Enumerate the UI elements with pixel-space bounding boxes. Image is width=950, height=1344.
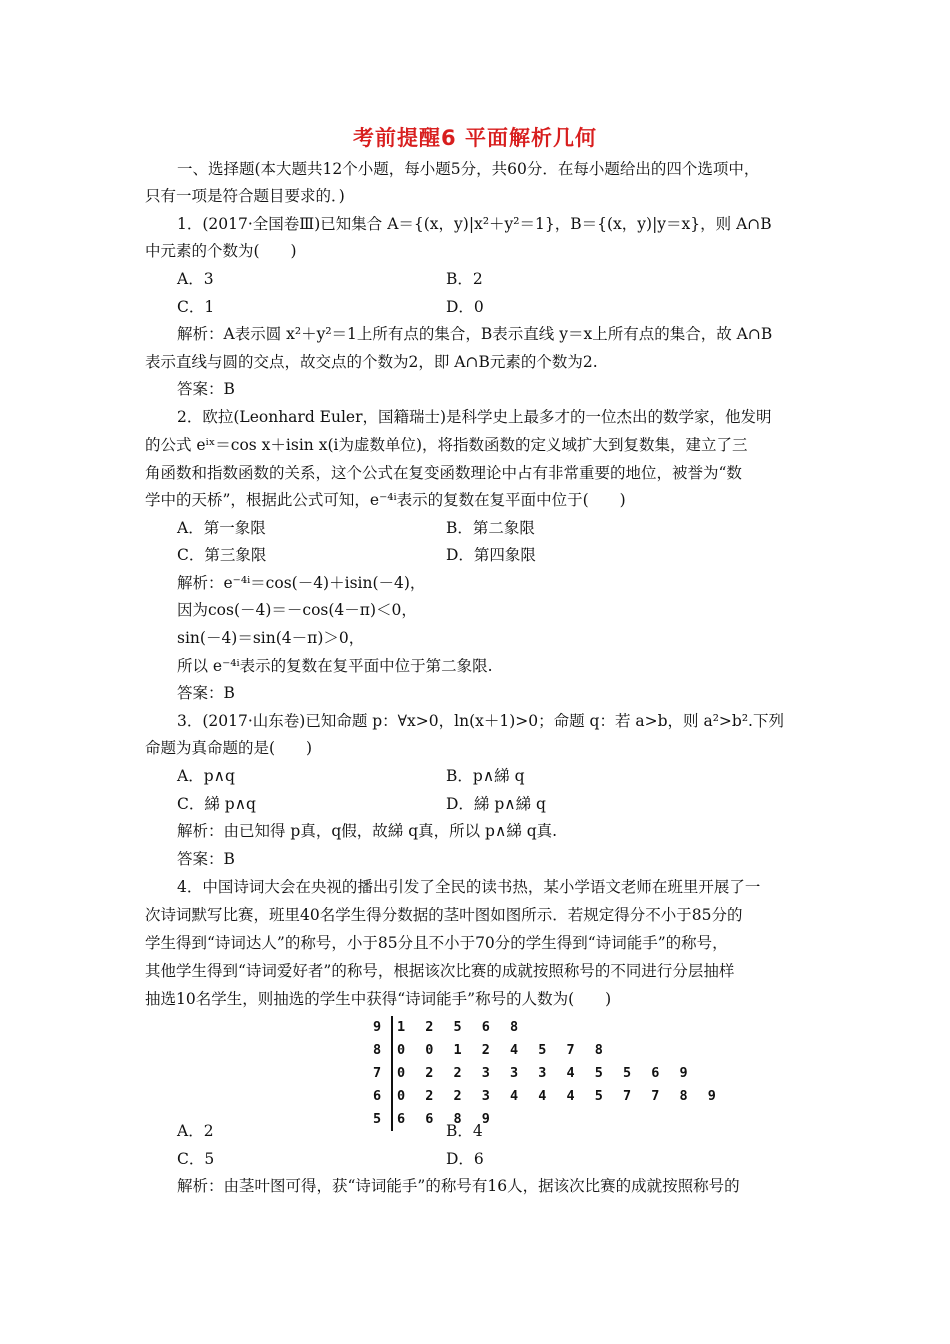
- stem-value: 5: [373, 1111, 382, 1127]
- text-line: 答案：B: [177, 850, 235, 868]
- stem-divider: [391, 1108, 393, 1131]
- stem-leaf-row: [373, 1108, 722, 1131]
- stem-leaf-row: [373, 1039, 722, 1062]
- text-line: 解析：A表示圆 x²＋y²＝1上所有点的集合，B表示直线 y＝x上所有点的集合，故 A∩B: [177, 325, 773, 343]
- text-line: C．綈 p∧q: [177, 795, 256, 813]
- stem-value: 8: [373, 1042, 382, 1058]
- text-line: 角函数和指数函数的关系，这个公式在复变函数理论中占有非常重要的地位，被誉为“数: [145, 464, 742, 482]
- text-line: 因为cos(－4)＝－cos(4－π)＜0，: [177, 601, 417, 619]
- text-line: C．第三象限: [177, 546, 267, 564]
- stem-divider: [391, 1016, 393, 1039]
- leaf-values: 6 6 8 9: [397, 1111, 496, 1127]
- page-title: 考前提醒6 平面解析几何: [353, 126, 597, 150]
- text-line: 答案：B: [177, 380, 235, 398]
- text-line: 抽选10名学生，则抽选的学生中获得“诗词能手”称号的人数为( ): [145, 990, 612, 1008]
- text-line: 答案：B: [177, 684, 235, 702]
- text-line: 4．中国诗词大会在央视的播出引发了全民的读书热，某小学语文老师在班里开展了一: [177, 878, 761, 896]
- text-line: 次诗词默写比赛，班里40名学生得分数据的茎叶图如图所示．若规定得分不小于85分的: [145, 906, 743, 924]
- text-line: 一、选择题(本大题共12个小题，每小题5分，共60分．在每小题给出的四个选项中，: [177, 160, 760, 178]
- text-line: 的公式 eⁱˣ＝cos x＋isin x(i为虚数单位)，将指数函数的定义域扩大到复数集，建立了三: [145, 436, 748, 454]
- text-line: 其他学生得到“诗词爱好者”的称号，根据该次比赛的成就按照称号的不同进行分层抽样: [145, 962, 735, 980]
- text-line: B．2: [446, 270, 483, 288]
- text-line: 解析：由已知得 p真，q假，故綈 q真，所以 p∧綈 q真.: [177, 822, 558, 840]
- text-line: A．3: [177, 270, 214, 288]
- stem-value: 7: [373, 1065, 382, 1081]
- text-line: C．1: [177, 298, 215, 316]
- text-line: A．2: [177, 1122, 214, 1140]
- text-line: 所以 e⁻⁴ⁱ表示的复数在复平面中位于第二象限.: [177, 657, 493, 675]
- text-line: 解析：由茎叶图可得，获“诗词能手”的称号有16人，据该次比赛的成就按照称号的: [177, 1177, 740, 1195]
- text-line: 中元素的个数为( ): [145, 242, 297, 260]
- text-line: B．4: [446, 1122, 483, 1140]
- leaf-values: 0 2 2 3 4 4 4 5 7 7 8 9: [397, 1088, 722, 1104]
- leaf-values: 0 2 2 3 3 3 4 5 5 6 9: [397, 1065, 694, 1081]
- stem-divider: [391, 1085, 393, 1108]
- text-line: 命题为真命题的是( ): [145, 739, 313, 757]
- stem-leaf-row: [373, 1016, 722, 1039]
- text-line: 学生得到“诗词达人”的称号，小于85分且不小于70分的学生得到“诗词能手”的称号，: [145, 934, 728, 952]
- text-line: 只有一项是符合题目要求的．): [145, 187, 345, 205]
- text-line: B．第二象限: [446, 519, 535, 537]
- text-line: 表示直线与圆的交点，故交点的个数为2，即 A∩B元素的个数为2.: [145, 353, 598, 371]
- stem-value: 9: [373, 1019, 382, 1035]
- text-line: A．p∧q: [177, 767, 235, 785]
- text-line: 解析：e⁻⁴ⁱ＝cos(－4)＋isin(－4)，: [177, 574, 426, 592]
- text-line: C．5: [177, 1150, 215, 1168]
- text-line: D．0: [446, 298, 484, 316]
- text-line: sin(－4)＝sin(4－π)＞0，: [177, 629, 365, 647]
- text-line: B．p∧綈 q: [446, 767, 525, 785]
- stem-value: 6: [373, 1088, 382, 1104]
- stem-divider: [391, 1062, 393, 1085]
- text-line: 3．(2017·山东卷)已知命题 p：∀x>0，ln(x＋1)>0；命题 q：若 a>b，则 a²>b².下列: [177, 712, 784, 730]
- stem-leaf-row: [373, 1062, 722, 1085]
- text-line: 2．欧拉(Leonhard Euler，国籍瑞士)是科学史上最多才的一位杰出的数学家，他发明: [177, 408, 772, 426]
- text-line: A．第一象限: [177, 519, 266, 537]
- leaf-values: 1 2 5 6 8: [397, 1019, 525, 1035]
- text-line: D．第四象限: [446, 546, 536, 564]
- leaf-values: 0 0 1 2 4 5 7 8: [397, 1042, 609, 1058]
- stem-divider: [391, 1039, 393, 1062]
- text-line: D．綈 p∧綈 q: [446, 795, 546, 813]
- text-line: D．6: [446, 1150, 484, 1168]
- text-line: 学中的天桥”，根据此公式可知，e⁻⁴ⁱ表示的复数在复平面中位于( ): [145, 491, 626, 509]
- stem-leaf-plot: [373, 1016, 722, 1131]
- text-line: 1．(2017·全国卷Ⅲ)已知集合 A＝{(x，y)|x²＋y²＝1}，B＝{(x，y)|y＝x}，则 A∩B: [177, 215, 772, 233]
- stem-leaf-row: [373, 1085, 722, 1108]
